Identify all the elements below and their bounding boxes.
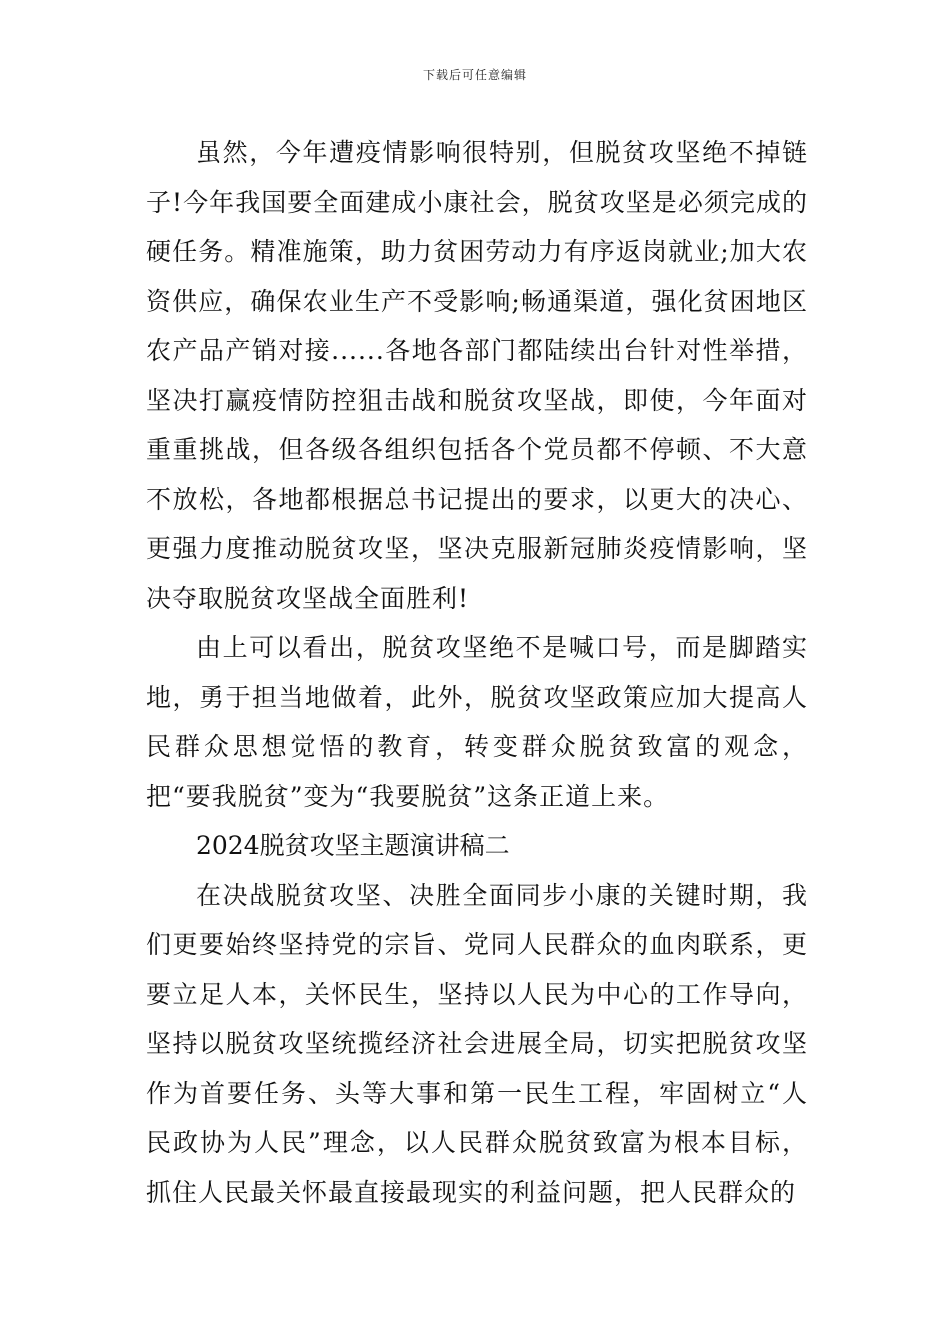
document-body: [146, 128, 808, 1217]
section-heading: 2024脱贫攻坚主题演讲稿二: [196, 831, 510, 860]
paragraph-2: 由上可以看出，脱贫攻坚绝不是喊口号，而是脚踏实地，勇于担当地做着，此外，脱贫攻坚政策应加大提高人民群众思想觉悟的教育，转变群众脱贫致富的观念，把“要我脱贫”变为“我要脱贫”这条正道上来。: [146, 633, 808, 811]
page-header: 下载后可任意编辑: [422, 68, 527, 82]
paragraph-3: 在决战脱贫攻坚、决胜全面同步小康的关键时期，我们更要始终坚持党的宗旨、党同人民群众的血肉联系，更要立足人本，关怀民生，坚持以人民为中心的工作导向，坚持以脱贫攻坚统揽经济社会进展全局，切实把脱贫攻坚作为首要任务、头等大事和第一民生工程，牢固树立“人民政协为人民”理念，以人民群众脱贫致富为根本目标，抓住人民最关怀最直接最现实的利益问题，把人民群众的: [146, 880, 808, 1207]
paragraph-1: 虽然，今年遭疫情影响很特别，但脱贫攻坚绝不掉链子!今年我国要全面建成小康社会，脱贫攻坚是必须完成的硬任务。精准施策，助力贫困劳动力有序返岗就业;加大农资供应，确保农业生产不受影响;畅通渠道，强化贫困地区农产品产销对接......各地各部门都陆续出台针对性举措，坚决打赢疫情防控狙击战和脱贫攻坚战，即使，今年面对重重挑战，但各级各组织包括各个党员都不停顿、不大意不放松，各地都根据总书记提出的要求，以更大的决心、更强力度推动脱贫攻坚，坚决克服新冠肺炎疫情影响，坚决夺取脱贫攻坚战全面胜利!: [146, 138, 808, 613]
